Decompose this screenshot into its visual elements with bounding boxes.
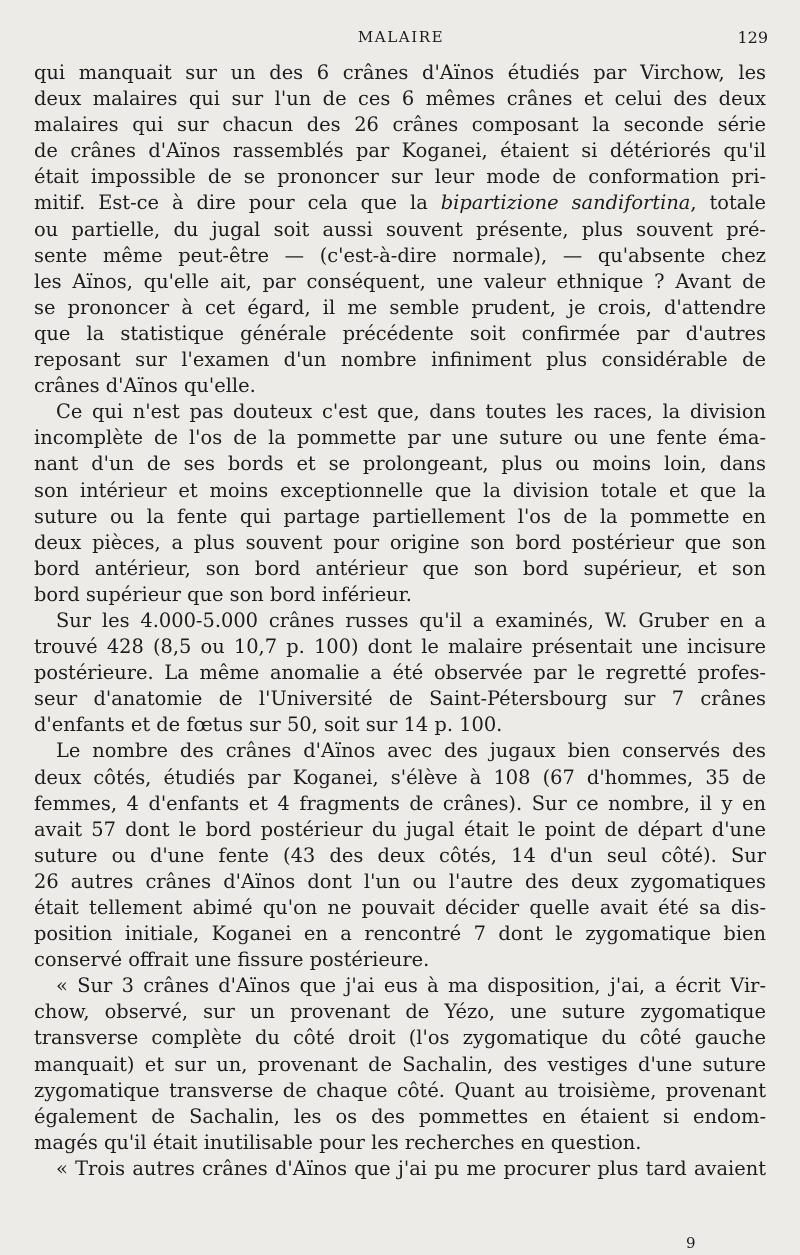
text-line: deux côtés, étudiés par Koganei, s'élève à 108 (67 d'hommes, 35 de: [34, 765, 766, 789]
text-line: d'enfants et de fœtus sur 50, soit sur 14 p. 100.: [34, 713, 503, 737]
page-number: 129: [737, 28, 768, 47]
text-line: transverse complète du côté droit (l'os zygomatique du côté gauche: [34, 1026, 766, 1050]
text-line: mitif. Est-ce à dire pour cela que la bipartizione sandifortina, totale: [34, 191, 766, 215]
text-line: bord antérieur, son bord antérieur que son bord supérieur, et son: [34, 556, 766, 580]
text-line: 26 autres crânes d'Aïnos dont l'un ou l'autre des deux zygomatiques: [34, 869, 766, 893]
text-line: reposant sur l'examen d'un nombre infiniment plus considérable de: [34, 348, 766, 372]
text-line: également de Sachalin, les os des pommettes en étaient si endom-: [34, 1104, 766, 1128]
text-line: Sur les 4.000-5.000 crânes russes qu'il a examinés, W. Gruber en a: [56, 608, 766, 632]
text-line: bord supérieur que son bord inférieur.: [34, 582, 412, 606]
text-line: sente même peut-être — (c'est-à-dire normale), — qu'absente chez: [34, 243, 766, 267]
text-line: suture ou d'une fente (43 des deux côtés, 14 d'un seul côté). Sur: [34, 843, 766, 867]
text-line: nant d'un de ses bords et se prolongeant, plus ou moins loin, dans: [34, 452, 766, 476]
body-text: [34, 60, 766, 1182]
text-line: deux pièces, a plus souvent pour origine son bord postérieur que son: [34, 530, 766, 554]
page-header: [34, 28, 768, 52]
text-line: chow, observé, sur un provenant de Yézo, une suture zygomatique: [34, 1000, 766, 1024]
text-line: conservé offrait une fissure postérieure.: [34, 948, 430, 972]
text-line: « Sur 3 crânes d'Aïnos que j'ai eus à ma disposition, j'ai, a écrit Vir-: [56, 974, 766, 998]
running-title: MALAIRE: [357, 28, 445, 46]
text-line: les Aïnos, qu'elle ait, par conséquent, une valeur ethnique ? Avant de: [34, 269, 766, 293]
text-line: son intérieur et moins exceptionnelle que la division totale et que la: [34, 478, 766, 502]
text-line: seur d'anatomie de l'Université de Saint-Pétersbourg sur 7 crânes: [34, 687, 766, 711]
text-line: de crânes d'Aïnos rassemblés par Koganei, étaient si détériorés qu'il: [34, 139, 766, 163]
text-line: était impossible de se prononcer sur leur mode de conformation pri-: [34, 165, 766, 189]
text-line: manquait) et sur un, provenant de Sachalin, des vestiges d'une suture: [34, 1052, 766, 1076]
text-line: se prononcer à cet égard, il me semble prudent, je crois, d'attendre: [34, 295, 766, 319]
text-line: ou partielle, du jugal soit aussi souvent présente, plus souvent pré-: [34, 217, 766, 241]
text-line: crânes d'Aïnos qu'elle.: [34, 374, 256, 398]
text-line: malaires qui sur chacun des 26 crânes composant la seconde série: [34, 113, 766, 137]
text-line: avait 57 dont le bord postérieur du jugal était le point de départ d'une: [34, 817, 766, 841]
text-line: qui manquait sur un des 6 crânes d'Aïnos étudiés par Virchow, les: [34, 61, 766, 84]
text-line: Ce qui n'est pas douteux c'est que, dans toutes les races, la division: [56, 400, 766, 424]
text-line: position initiale, Koganei en a rencontré 7 dont le zygomatique bien: [34, 922, 766, 946]
text-line: deux malaires qui sur l'un de ces 6 mêmes crânes et celui des deux: [34, 87, 766, 111]
text-line: femmes, 4 d'enfants et 4 fragments de crânes). Sur ce nombre, il y en: [34, 791, 766, 815]
text-line: Le nombre des crânes d'Aïnos avec des jugaux bien conservés des: [56, 739, 766, 763]
text-line: était tellement abimé qu'on ne pouvait décider quelle avait été sa dis-: [34, 896, 766, 919]
text-line: postérieure. La même anomalie a été observée par le regretté profes-: [34, 661, 766, 685]
italic-term: bipartizione sandifortina: [440, 191, 691, 215]
printer-signature-mark: 9: [686, 1234, 696, 1252]
text-line: suture ou la fente qui partage partiellement l'os de la pommette en: [34, 504, 766, 528]
text-line: « Trois autres crânes d'Aïnos que j'ai pu me procurer plus tard avaient: [56, 1156, 766, 1180]
text-line: magés qu'il était inutilisable pour les recherches en question.: [34, 1130, 642, 1154]
text-line: incomplète de l'os de la pommette par une suture ou une fente éma-: [34, 426, 766, 450]
text-line: zygomatique transverse de chaque côté. Quant au troisième, provenant: [34, 1078, 766, 1102]
text-line: que la statistique générale précédente soit confirmée par d'autres: [34, 321, 766, 345]
text-line: trouvé 428 (8,5 ou 10,7 p. 100) dont le malaire présentait une incisure: [34, 635, 766, 659]
